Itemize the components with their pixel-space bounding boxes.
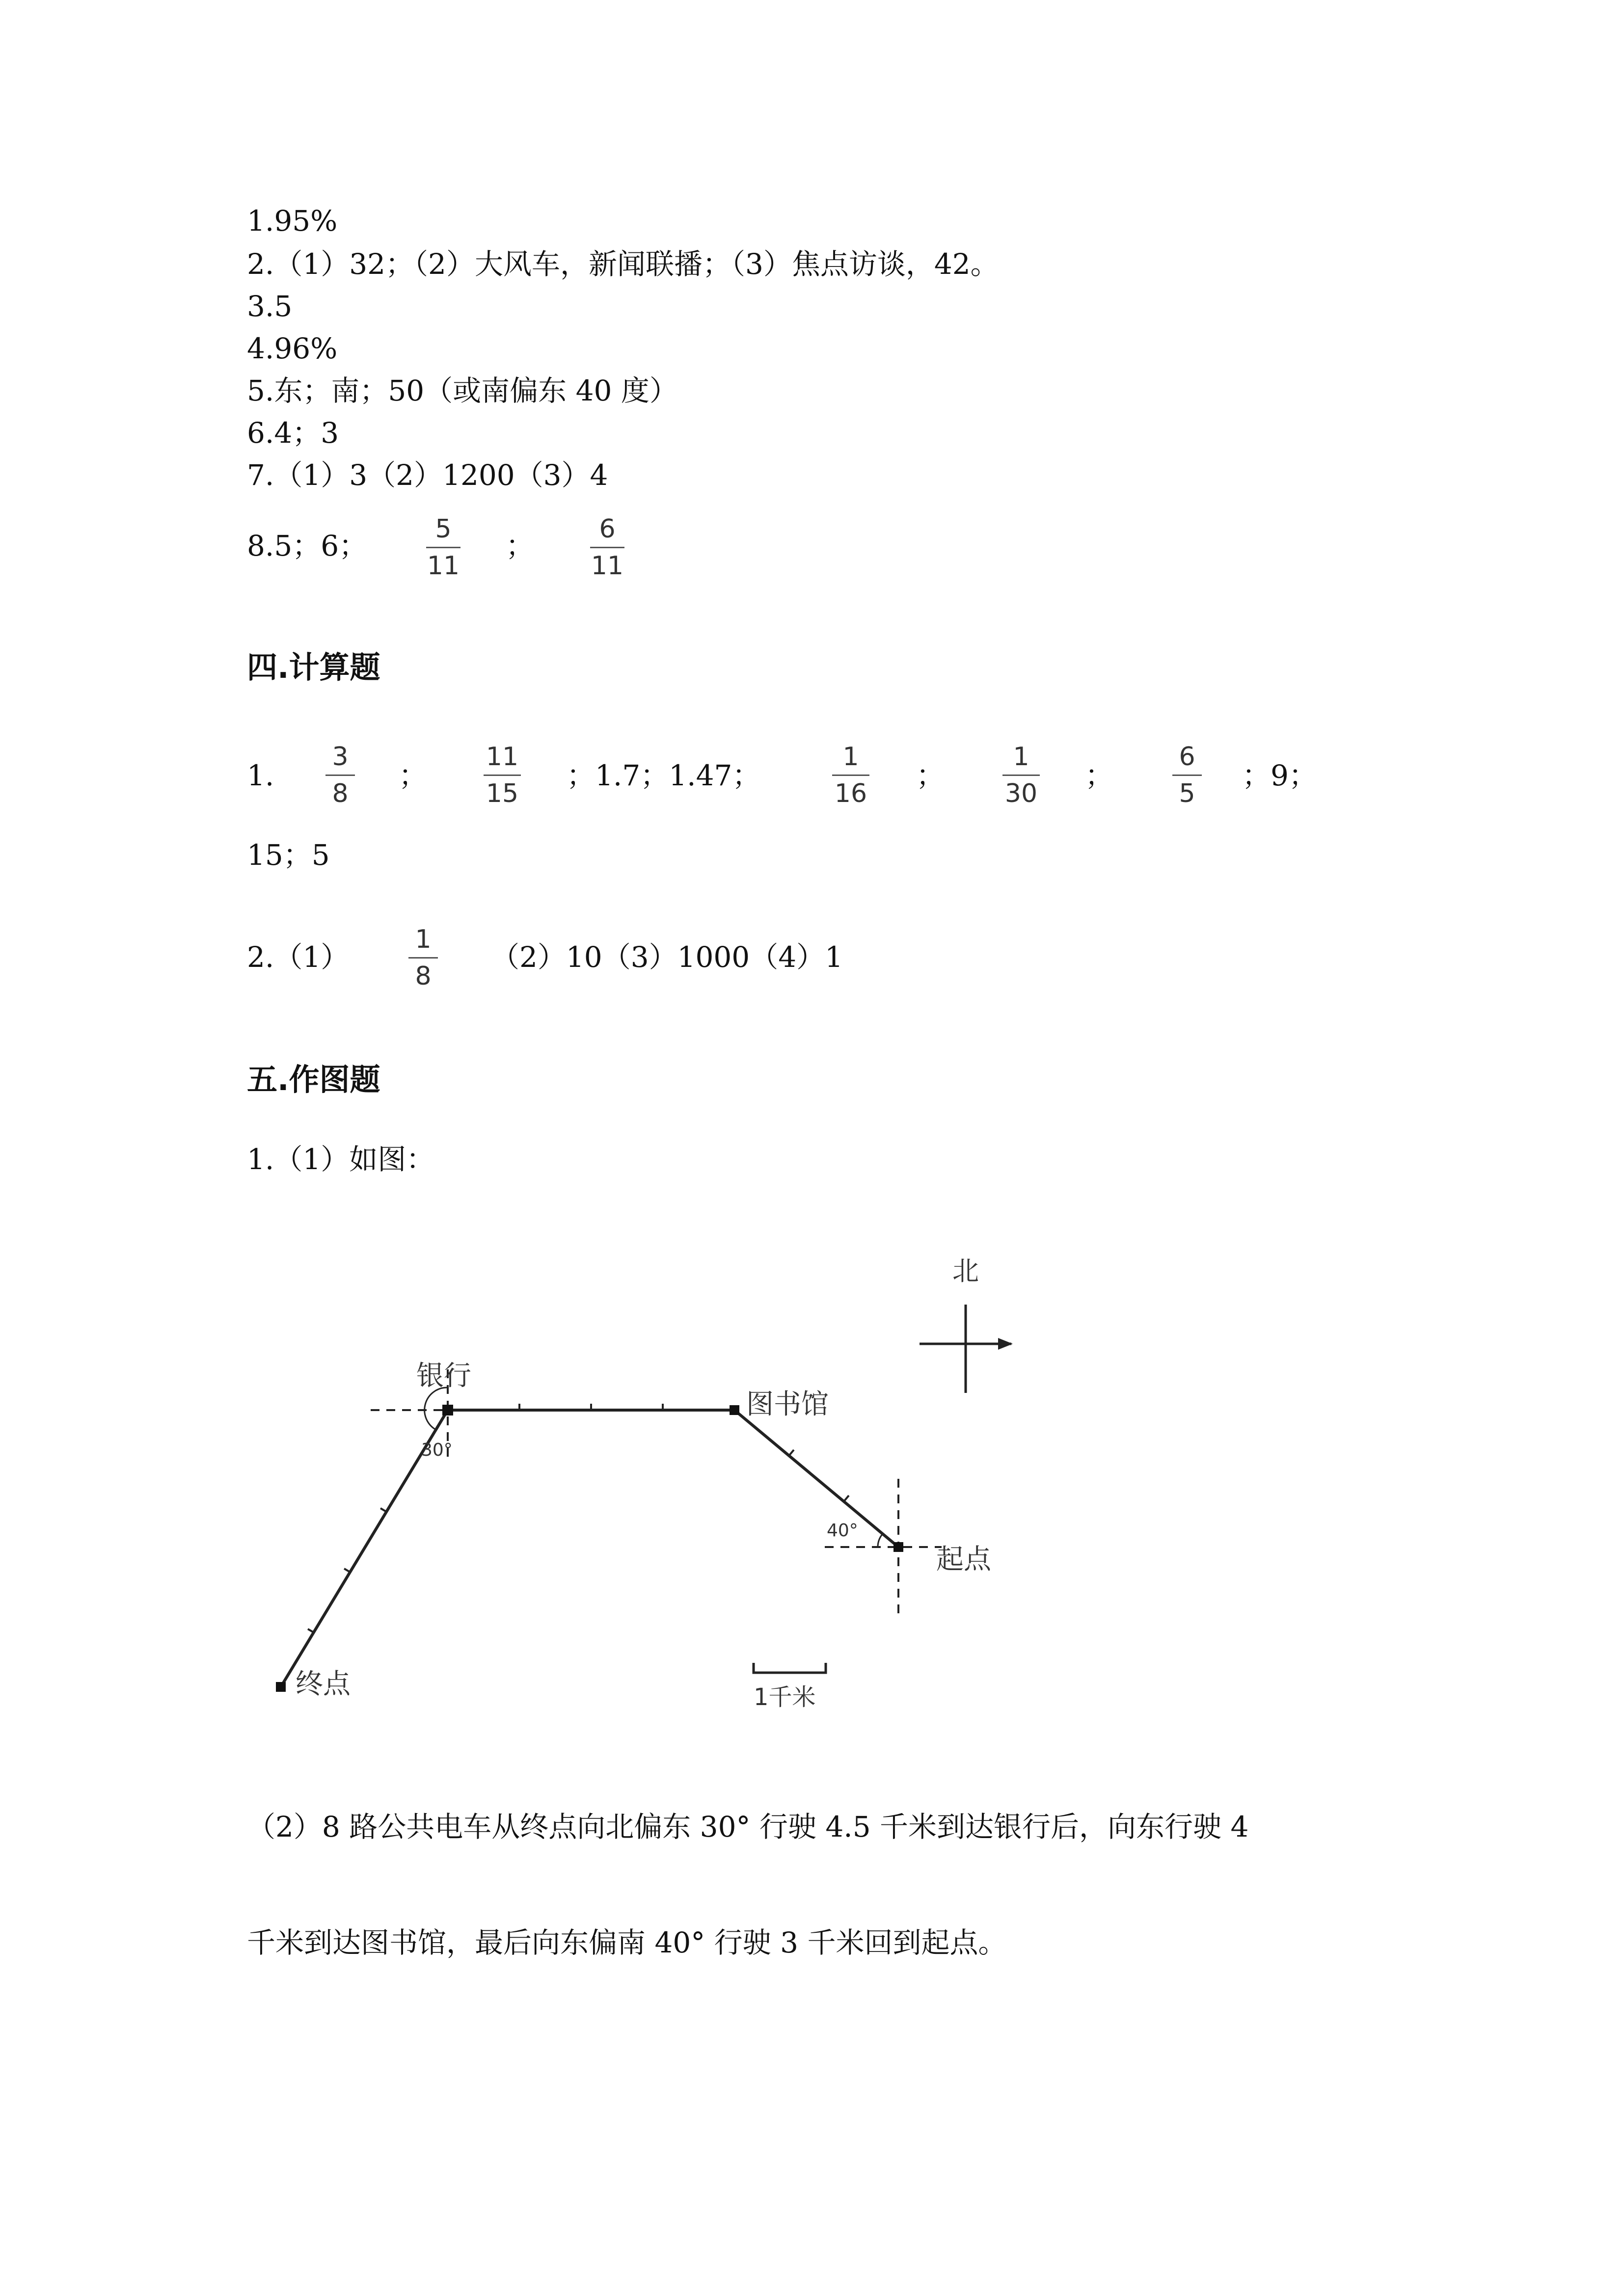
fraction-numerator: 5 [435, 514, 452, 544]
scale-label: 1千米 [754, 1683, 816, 1711]
fraction-denominator: 15 [486, 779, 519, 808]
angle-arc-40 [878, 1534, 883, 1547]
fraction-bar [426, 547, 460, 548]
drawing-1-heading: 1.（1）如图： [247, 1143, 435, 1176]
fraction-denominator: 11 [427, 551, 460, 581]
route-map-diagram [0, 1237, 1080, 1728]
scale-bar [754, 1663, 826, 1673]
fraction-denominator: 8 [332, 779, 349, 808]
calc-1-tail: ；9； [1242, 759, 1317, 792]
answer-8-prefix: 8.5；6； [247, 529, 368, 562]
fraction-1-8 [408, 925, 438, 991]
calc-1-separator: ； [399, 759, 428, 792]
fraction-numerator: 1 [842, 742, 859, 772]
answer-line-1: 1.95% [247, 204, 338, 238]
library-point [730, 1405, 739, 1415]
section-4-title: 四.计算题 [247, 649, 380, 685]
bank-label: 银行 [416, 1360, 471, 1392]
fraction-bar [325, 774, 355, 776]
fraction-denominator: 30 [1004, 779, 1038, 808]
calc-2-rest: （2）10（3）1000（4）1 [491, 940, 843, 974]
start-label: 起点 [936, 1544, 991, 1575]
fraction-numerator: 6 [1179, 742, 1195, 772]
fraction-6-11 [590, 514, 624, 581]
fraction-numerator: 3 [332, 742, 349, 772]
answer-line-2: 2.（1）32；（2）大风车，新闻联播；（3）焦点访谈，42。 [247, 247, 999, 281]
fraction-bar [408, 957, 438, 959]
answer-line-4: 4.96% [247, 332, 338, 365]
fraction-11-15 [484, 742, 521, 808]
section-5-title: 五.作图题 [247, 1062, 380, 1097]
fraction-1-16 [832, 742, 869, 808]
angle-30-label: 30° [421, 1440, 453, 1460]
calc-2-lead: 2.（1） [247, 940, 350, 974]
calc-1-middle-values: ；1.7；1.47； [567, 759, 761, 792]
north-label: 北 [952, 1255, 979, 1286]
fraction-numerator: 11 [486, 742, 519, 772]
answer-8-separator: ； [506, 529, 535, 562]
end-label: 终点 [296, 1668, 351, 1700]
answer-line-6: 6.4；3 [247, 416, 339, 450]
fraction-numerator: 1 [1013, 742, 1029, 772]
fraction-numerator: 6 [599, 514, 616, 544]
fraction-6-5 [1172, 742, 1202, 808]
angle-40-label: 40° [827, 1521, 858, 1541]
compass-icon [920, 1305, 1011, 1393]
fraction-denominator: 5 [1179, 779, 1195, 808]
drawing-1-part-2-line-2: 千米到达图书馆，最后向东偏南 40° 行驶 3 千米回到起点。 [247, 1926, 1007, 1959]
bank-point [442, 1405, 453, 1415]
calc-1-separator: ； [916, 759, 945, 792]
start-point [893, 1542, 903, 1552]
library-label: 图书馆 [746, 1388, 829, 1420]
fraction-bar [1002, 774, 1040, 776]
calc-1-separator: ； [1085, 759, 1114, 792]
fraction-bar [484, 774, 521, 776]
fraction-bar [1172, 774, 1202, 776]
fraction-5-11 [426, 514, 460, 581]
calc-1-lead: 1. [247, 759, 274, 792]
fraction-denominator: 16 [834, 779, 867, 808]
answer-line-5: 5.东；南；50（或南偏东 40 度） [247, 374, 678, 407]
fraction-bar [832, 774, 869, 776]
fraction-denominator: 11 [591, 551, 624, 581]
fraction-bar [590, 547, 624, 548]
fraction-3-8 [325, 742, 355, 808]
route-path [281, 1410, 898, 1687]
fraction-numerator: 1 [415, 925, 432, 954]
fraction-denominator: 8 [415, 961, 432, 991]
fraction-1-30 [1002, 742, 1040, 808]
answer-line-7: 7.（1）3（2）1200（3）4 [247, 458, 608, 492]
end-point [276, 1682, 286, 1692]
drawing-1-part-2-line-1: （2）8 路公共电车从终点向北偏东 30° 行驶 4.5 千米到达银行后，向东行驶 4 [247, 1810, 1249, 1843]
answer-line-3: 3.5 [247, 290, 293, 323]
calc-1-line-2: 15；5 [247, 838, 330, 872]
